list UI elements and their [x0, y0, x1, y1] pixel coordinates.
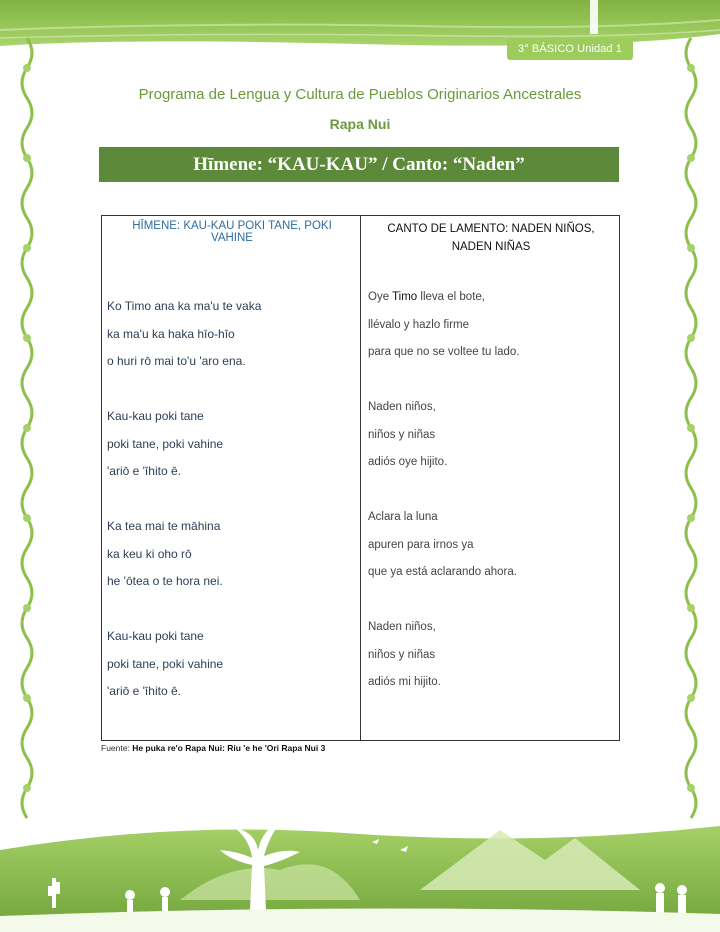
lyric-line: poki tane, poki vahine [107, 436, 224, 451]
rapanui-stanza-3 [107, 518, 223, 601]
spanish-stanza-3 [368, 509, 517, 592]
lyric-line: o huri rō mai to'u 'aro ena. [107, 354, 246, 368]
lyric-line: Naden niños, [368, 621, 436, 633]
lyric-line: adiós mi hijito. [368, 676, 441, 688]
lyric-line: llévalo y hazlo firme [368, 318, 469, 331]
lyric-name: Timo [392, 291, 418, 303]
program-heading: Programa de Lengua y Cultura de Pueblos Originarios Ancestrales [138, 86, 582, 103]
lyric-line: Naden niños, [368, 401, 436, 413]
lyric-line: Ko Timo ana ka ma'u te vaka [107, 299, 262, 313]
rapanui-stanza-2 [107, 408, 223, 491]
source-label: Fuente: [101, 743, 133, 753]
source-citation [101, 743, 325, 753]
lyric-line: ka keu ki oho rō [107, 546, 192, 561]
page-title: Hīmene: “KAU-KAU” / Canto: “Naden” [99, 147, 619, 182]
right-decorative-border [678, 28, 704, 828]
lyric-line: niños y niñas [368, 428, 436, 441]
rapanui-stanza-4 [107, 628, 223, 711]
lyric-line: para que no se voltee tu lado. [368, 346, 520, 358]
lyric-line: Kau-kau poki tane [107, 629, 204, 643]
lyric-line: apuren para irnos ya [368, 538, 474, 551]
rapanui-stanza-1 [107, 298, 261, 381]
lyric-line: 'ariō e 'īhito ē. [107, 684, 181, 698]
lyric-line [368, 289, 520, 317]
lyric-line: he 'ōtea o te hora nei. [107, 574, 223, 588]
spanish-stanza-1 [368, 289, 520, 372]
right-column-header: CANTO DE LAMENTO: NADEN NIÑOS, NADEN NIÑAS [387, 223, 595, 253]
lyric-line: ka ma'u ka haka hīo-hīo [107, 326, 235, 341]
lyric-line: niños y niñas [368, 648, 436, 661]
lyrics-table [101, 215, 620, 741]
lyric-line: 'ariō e 'īhito ē. [107, 464, 181, 478]
lyric-line: adiós oye hijito. [368, 456, 448, 468]
lyric-line: que ya está aclarando ahora. [368, 566, 517, 578]
left-decorative-border [14, 28, 40, 828]
lyric-line: Kau-kau poki tane [107, 409, 204, 423]
lyric-line: Aclara la luna [368, 511, 438, 523]
lyric-line: Ka tea mai te māhina [107, 519, 221, 533]
subtitle: Rapa Nui [329, 116, 391, 132]
spanish-stanza-4 [368, 619, 441, 702]
unit-tab: 3° BÁSICO Unidad 1 [507, 38, 633, 60]
landscape-illustration [0, 790, 720, 932]
lyric-line: poki tane, poki vahine [107, 656, 224, 671]
left-column-header: HĪMENE: KAU-KAU POKI TANE, POKI VAHINE [132, 220, 332, 244]
lyric-text: lleva el bote, [417, 291, 485, 303]
source-reference: He puka re'o Rapa Nui: Riu 'e he 'Ori Rapa Nui 3 [132, 743, 326, 753]
spanish-stanza-2 [368, 399, 447, 482]
lyric-text: Oye [368, 291, 393, 303]
column-divider [360, 216, 361, 740]
